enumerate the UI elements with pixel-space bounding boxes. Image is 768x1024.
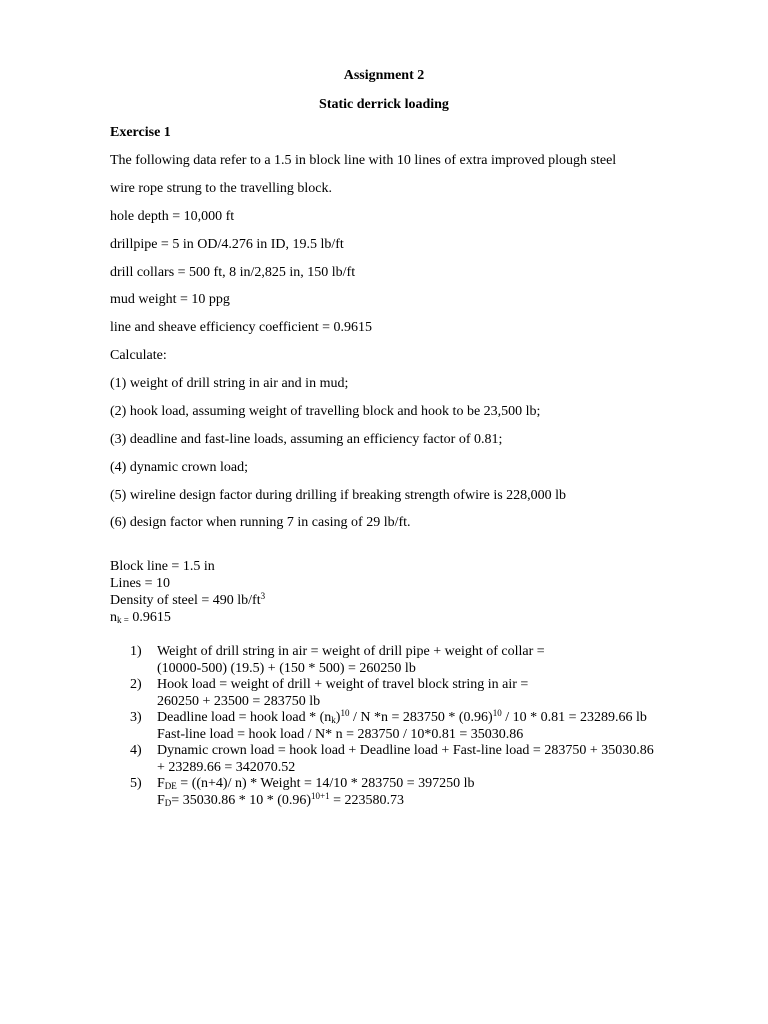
solution-4: 4) Dynamic crown load = hook load + Deadline load + Fast-line load = 283750 + 35030.86 + 23289.66 = 342070.52 [130, 743, 654, 775]
page-title: Assignment 2 [343, 68, 425, 83]
task-4: (4) dynamic crown load; [110, 460, 249, 475]
task-1: (1) weight of drill string in air and in mud; [110, 376, 349, 391]
solution-1: 1) Weight of drill string in air = weight of drill pipe + weight of collar = (10000-500) (19.5) + (150 * 500) = 260250 lb [130, 644, 545, 676]
given-drillpipe: drillpipe = 5 in OD/4.276 in ID, 19.5 lb/ft [110, 237, 344, 252]
solution-3: 3) Deadline load = hook load * $(n_k)^{10}$ / N $*n = 283750 * (0.96)^{10} / 10 * 0.81 = 23289.66$ lb Fast-line load = hook load / N* n = 283750 / 10*0.81 = 35030.86 [130, 708, 647, 742]
intro-line-2: wire rope strung to the travelling block. [110, 181, 332, 196]
task-6: (6) design factor when running 7 in casing of 29 lb/ft. [110, 515, 411, 530]
solution-list [130, 644, 750, 809]
page-subtitle: Static derrick loading [319, 97, 449, 112]
known-lines: Lines = 10 [110, 576, 170, 591]
solution-2: 2) Hook load = weight of drill + weight of travel block string in air = 260250 + 23500 = 283750 lb [130, 677, 529, 709]
exercise-heading: Exercise 1 [110, 125, 171, 140]
task-2: (2) hook load, assuming weight of travelling block and hook to be 23,500 lb; [110, 404, 541, 419]
known-density: Density of steel = 490 $lb/ft^3$ [110, 591, 266, 608]
task-3: (3) deadline and fast-line loads, assuming an efficiency factor of 0.81; [110, 432, 503, 447]
given-mud-weight: mud weight = 10 ppg [110, 292, 230, 307]
given-hole-depth: hole depth = 10,000 ft [110, 209, 235, 224]
known-efficiency: $n_{k =}$ 0.9615 [110, 610, 171, 625]
task-5: (5) wireline design factor during drilling if breaking strength ofwire is 228,000 lb [110, 488, 567, 503]
known-block-line: Block line = 1.5 in [110, 559, 215, 574]
given-efficiency: line and sheave efficiency coefficient = 0.9615 [110, 320, 372, 335]
solution-5: 5) $F_{DE} = ((n+4)/$ n) * Weight = 14/10 * 283750 = 397250 lb $F_D= 35030.86 * 10 * (0.96)^{10+1} = 223580.73$ [130, 776, 475, 808]
intro-line-1: The following data refer to a 1.5 in block line with 10 lines of extra improved plough steel [110, 153, 617, 168]
given-drill-collars: drill collars = 500 ft, 8 in/2,825 in, 150 lb/ft [110, 265, 356, 280]
calculate-label: Calculate: [110, 348, 167, 363]
